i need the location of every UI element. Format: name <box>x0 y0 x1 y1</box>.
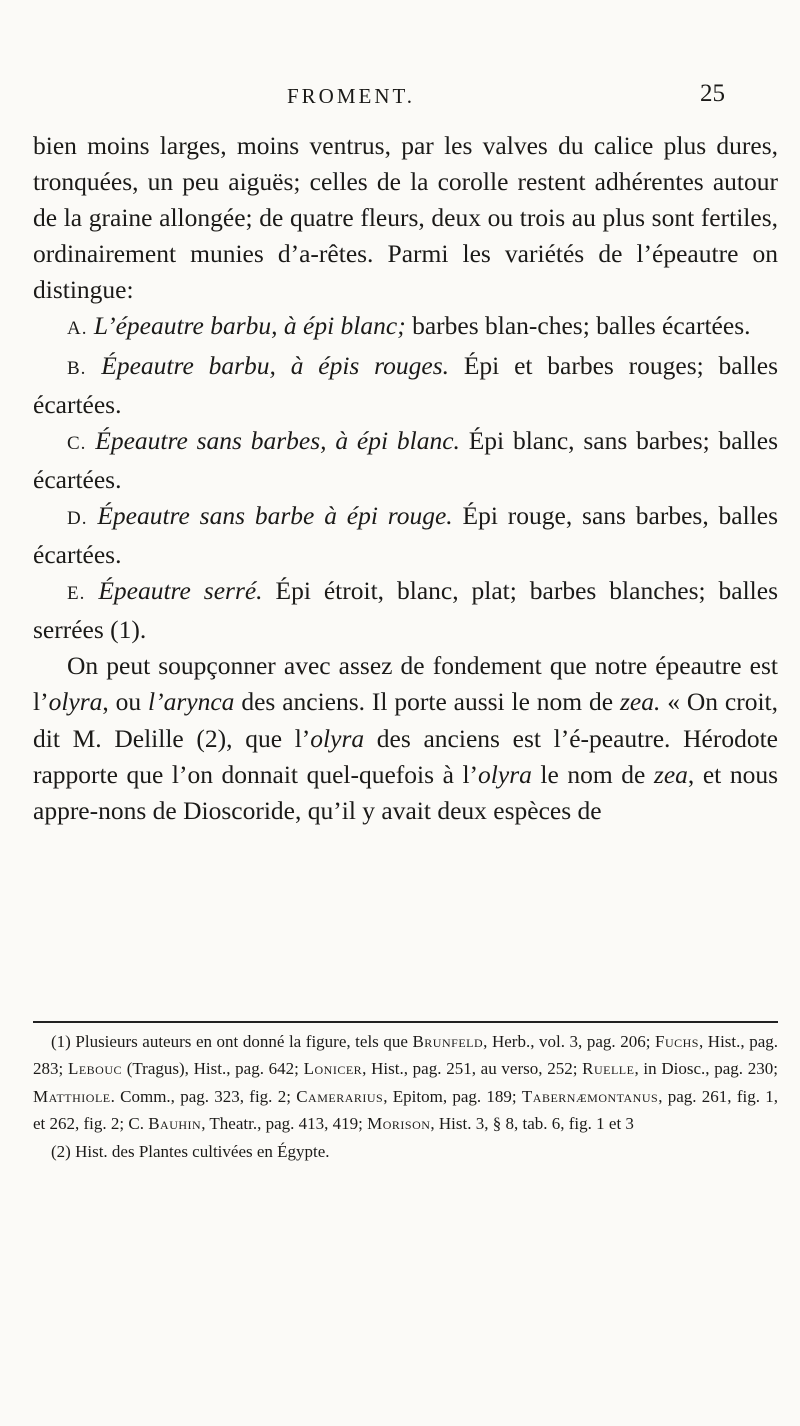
footnote-text: , Theatr., pag. 413, 419; <box>201 1114 368 1134</box>
variety-desc: barbes blan-ches; balles écartées. <box>412 311 751 341</box>
author-name: Morison <box>367 1114 431 1134</box>
footnote-text: , Hist., pag. 283; <box>33 1032 778 1079</box>
footnote-text: , pag. 261, fig. 1, et 262, fig. 2; C. <box>33 1086 778 1134</box>
variety-label: D. <box>67 507 88 529</box>
variety-d <box>33 498 778 573</box>
italic-term: l’arynca <box>148 687 235 717</box>
main-text <box>33 128 778 829</box>
variety-name: L’épeautre barbu, à épi blanc; <box>93 311 406 341</box>
footnote-text: , Epitom, pag. 189; <box>383 1086 522 1106</box>
variety-desc: Épi et barbes rouges; balles écartées. <box>33 350 779 419</box>
running-title: FROMENT. <box>287 84 416 108</box>
footnote-divider <box>33 1021 778 1023</box>
footnote-text: , Herb., vol. 3, pag. 206; <box>483 1032 656 1051</box>
text-run: , ou <box>102 687 149 717</box>
main-paragraph <box>33 648 778 828</box>
text-run: « On croit, dit M. Delille (2), que l’ <box>33 687 779 753</box>
footnotes <box>33 1028 778 1165</box>
italic-term: olyra <box>48 687 103 717</box>
italic-term: olyra <box>478 759 532 789</box>
variety-desc: Épi rouge, sans barbes, balles écartées. <box>33 500 779 570</box>
author-name: Camerarius <box>296 1086 384 1106</box>
variety-desc: Épi blanc, sans barbes; balles écartées. <box>33 425 779 494</box>
variety-a <box>33 308 778 347</box>
variety-c <box>33 423 778 498</box>
footnote-text: , Hist. 3, § 8, tab. 6, fig. 1 et 3 <box>430 1114 634 1134</box>
variety-b <box>33 348 778 423</box>
author-name: Tabernæmontanus <box>521 1086 659 1106</box>
italic-term: zea <box>653 759 688 789</box>
variety-name: Épeautre barbu, à épis rouges. <box>101 350 450 380</box>
italic-term: olyra <box>310 723 365 753</box>
intro-paragraph: bien moins larges, moins ventrus, par les valves du calice plus dures, tronquées, un peu aiguës; celles de la corolle restent adhérentes autour de la graine allongée; de quatre fleurs, deux ou trois au plus sont fertiles, ordinairement munies d’a-rêtes. Parmi les variétés de l’épeautre on distingue: <box>33 131 778 305</box>
italic-term: zea. <box>619 687 661 717</box>
author-name: Lebouc <box>67 1059 122 1079</box>
page-number: 25 <box>700 80 725 107</box>
footnote-text: . Comm., pag. 323, fig. 2; <box>110 1086 297 1106</box>
variety-label: C. <box>67 432 87 454</box>
footnote-text: (1) Plusieurs auteurs en ont donné la figure, tels que <box>51 1032 413 1051</box>
text-run: le nom de <box>531 759 654 789</box>
text-run: On peut soupçonner avec assez de fondement que notre épeautre est l’ <box>33 651 778 717</box>
variety-e <box>33 573 778 648</box>
variety-name: Épeautre sans barbes, à épi blanc. <box>95 425 460 455</box>
footnote-text: (Tragus), Hist., pag. 642; <box>122 1059 304 1079</box>
author-name: Brunfeld <box>412 1032 484 1051</box>
variety-label: A. <box>67 318 88 340</box>
footnote-2: (2) Hist. des Plantes cultivées en Égypte. <box>51 1141 330 1161</box>
variety-name: Épeautre serré. <box>98 576 263 606</box>
variety-label: B. <box>67 357 87 379</box>
variety-desc: Épi étroit, blanc, plat; barbes blanches; balles serrées (1). <box>33 576 779 645</box>
text-run: des anciens. Il porte aussi le nom de <box>234 687 620 717</box>
page-header <box>0 80 800 124</box>
text-run: des anciens est l’é-peautre. Hérodote rapporte que l’on donnait quel-quefois à l’ <box>33 723 778 789</box>
text-run: , et nous appre-nons de Dioscoride, qu’il y avait deux espèces de <box>33 759 778 825</box>
footnote-1 <box>33 1028 778 1138</box>
author-name: Bauhin <box>148 1114 202 1134</box>
author-name: Matthiole <box>33 1086 111 1106</box>
footnote-text: , Hist., pag. 251, au verso, 252; <box>362 1059 583 1079</box>
author-name: Ruelle <box>582 1059 635 1079</box>
footnote-text: , in Diosc., pag. 230; <box>634 1059 778 1079</box>
author-name: Lonicer <box>303 1059 363 1079</box>
author-name: Fuchs <box>655 1032 699 1051</box>
variety-label: E. <box>67 583 86 605</box>
variety-name: Épeautre sans barbe à épi rouge. <box>97 500 453 530</box>
